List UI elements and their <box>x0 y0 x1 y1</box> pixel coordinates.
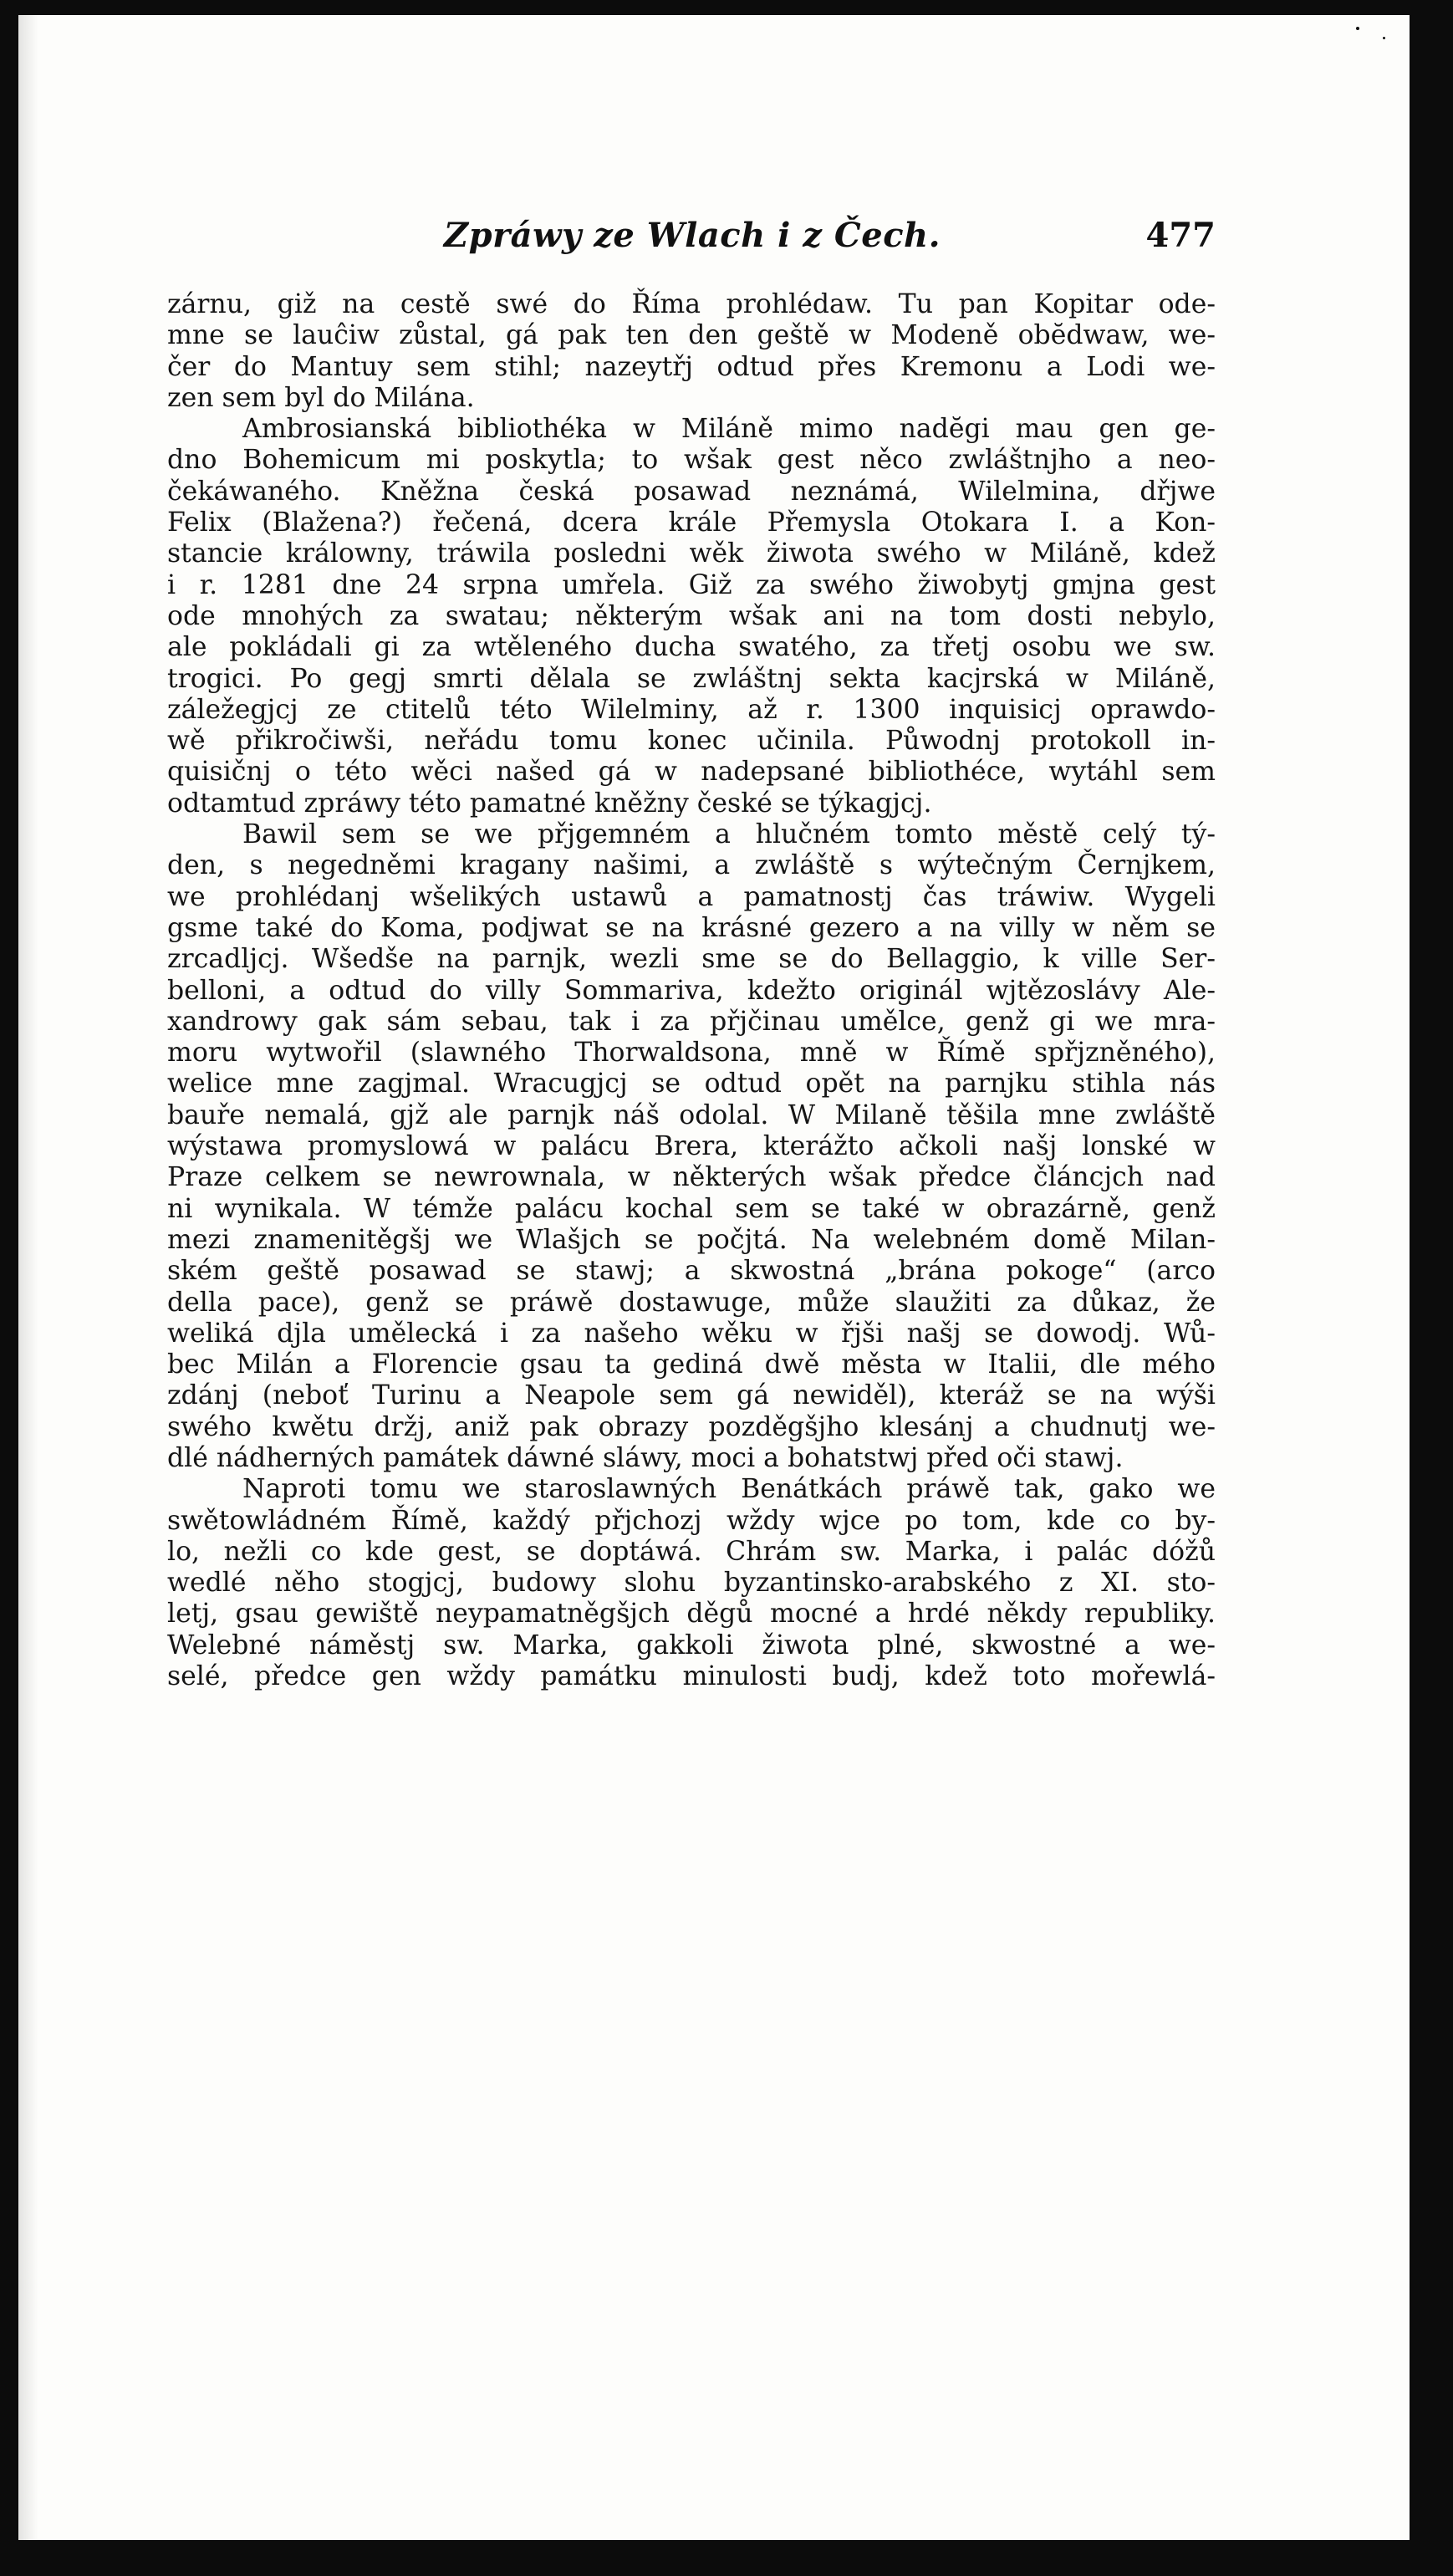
text-line: záležegjcj ze ctitelů této Wilelminy, až r. 1300 inquisicj oprawdo- <box>167 694 1216 725</box>
text-line: zrcadljcj. Wšedše na parnjk, wezli sme se do Bellaggio, k ville Ser- <box>167 944 1216 975</box>
text-line: zárnu, giž na cestě swé do Římа prohlédaw. Tu pan Kopitar ode- <box>167 289 1216 319</box>
text-line: gsme také do Koma, podjwat se na krásné gezero a na villy w něm se <box>167 912 1216 943</box>
text-line: odtamtud zpráwy této pamatné kněžny české se týkagjcj. <box>167 788 932 819</box>
text-line: Praze celkem se newrownala, w některých wšak předce článcjch nad <box>167 1162 1216 1193</box>
text-line: Naproti tomu we staroslawných Benátkách práwě tak, gako we <box>242 1474 1216 1505</box>
text-line: den, s negedněmi kragany našimi, a zwláště s wýtečným Černjkem, <box>167 850 1216 881</box>
text-line: mezi znamenitěgšj we Wlašjch se počjtá. Na welebném domě Milan- <box>167 1224 1216 1255</box>
scan-speck <box>1356 27 1359 30</box>
text-line: Bawil sem se we přjgemném a hlučném tomto městě celý tý- <box>242 819 1216 850</box>
text-line: quisičnj o této wěci našed gá w nadepsané bibliothéce, wytáhl sem <box>167 757 1216 788</box>
text-line: della pace), genž se práwě dostawuge, může slaužiti za důkaz, že <box>167 1287 1216 1318</box>
text-line: ni wynikala. W témže palácu kochal sem se také w obrazárně, genž <box>167 1193 1216 1224</box>
text-line: weliká djla umělecká i za našeho wěku w řjši našj se dowodj. Wů- <box>167 1318 1216 1349</box>
text-line: bec Milán a Florencie gsau ta gediná dwě města w Italii, dle mého <box>167 1349 1216 1380</box>
text-line: wedlé něho stogjcj, budowy slohu byzantinsko-arabského z XI. sto- <box>167 1568 1216 1599</box>
text-line: Welebné náměstj sw. Marka, gakkoli žiwota plné, skwostné a we- <box>167 1630 1216 1660</box>
text-line: letj, gsau gewiště neypamatněgšjch děgů mocné a hrdé někdy republiky. <box>167 1599 1216 1630</box>
text-line: swého kwětu držj, aniž pak obrazy pozděgšjho klesánj a chudnutj we- <box>167 1411 1216 1442</box>
text-line: moru wytwořil (slawného Thorwaldsona, mně w Římě spřjzněného), <box>167 1038 1216 1069</box>
text-line: ském geště posawad se stawj; a skwostná „brána pokoge“ (arco <box>167 1256 1216 1287</box>
page-number: 477 <box>1145 216 1216 255</box>
text-line: welice mne zagjmal. Wracugjcj se odtud opět na parnjku stihla nás <box>167 1069 1216 1099</box>
text-line: stancie králowny, tráwila posledni wěk žiwota swého w Miláně, kdež <box>167 538 1216 569</box>
text-line: ode mnohých za swatau; některým wšak ani na tom dosti nebylo, <box>167 600 1216 631</box>
text-line: belloni, a odtud do villy Sommariva, kdežto originál wjtězoslávy Ale- <box>167 975 1216 1006</box>
text-line: Ambrosianská bibliothéka w Miláně mimo nadĕgi mau gen ge- <box>242 414 1216 445</box>
text-line: ale pokládali gi za wtěleného ducha swatého, za třetj osobu we sw. <box>167 632 1216 663</box>
text-line: trogici. Po gegj smrti dělala se zwláštnj sekta kacjrská w Miláně, <box>167 663 1216 694</box>
text-line: mne se lauĉiw zůstal, gá pak ten den geště w Modeně obĕdwaw, we- <box>167 320 1216 351</box>
text-line: we prohlédanj wšelikých ustawů a pamatnostj čas tráwiw. Wygeli <box>167 881 1216 912</box>
text-line: i r. 1281 dne 24 srpna umřela. Giž za swého žiwobytj gmjna gest <box>167 569 1216 600</box>
text-line: čer do Mantuy sem stihl; nazeytřj odtud přes Kremonu a Lodi we- <box>167 351 1216 382</box>
text-line: dlé nádherných památek dáwné sláwy, moci a bohatstwj před oči stawj. <box>167 1442 1124 1473</box>
book-page <box>18 15 1410 2540</box>
body-text <box>167 289 1216 1692</box>
text-line: wě přikročiwši, neřádu tomu konec učinila. Půwodnj protokoll in- <box>167 726 1216 757</box>
running-head <box>169 206 1216 264</box>
running-head-title: Zpráwy ze Wlach i z Čech. <box>443 216 941 255</box>
text-line: dno Bohemicum mi poskytla; to wšak gest něco zwláštnjho a neo- <box>167 445 1216 476</box>
text-line: lo, nežli co kde gest, se doptáwá. Chrám sw. Marka, i palác dóžů <box>167 1536 1216 1567</box>
text-line: zdánj (neboť Turinu a Neapole sem gá newiděl), kteráž se na wýši <box>167 1380 1216 1411</box>
text-line: wýstawa promyslowá w palácu Brera, kterážto ačkoli našj lonské w <box>167 1131 1216 1162</box>
text-line: swětowládném Římě, každý přjchozj wždy wjce po tom, kde co by- <box>167 1505 1216 1536</box>
text-line: bauře nemalá, gjž ale parnjk náš odolal. W Milaně těšila mne zwláště <box>167 1099 1216 1130</box>
text-line: Felix (Blažena?) řečená, dcera krále Přemysla Otokara I. a Kon- <box>167 508 1216 538</box>
text-line: xandrowy gak sám sebau, tak i za přjčinau umělce, genž gi we mra- <box>167 1006 1216 1037</box>
scan-speck <box>1383 37 1385 39</box>
text-line: selé, předce gen wždy památku minulosti budj, kdež toto mořewlá- <box>167 1661 1216 1692</box>
text-line: čekáwaného. Kněžna česká posawad neznámá, Wilelmina, dřjwe <box>167 476 1216 507</box>
text-line: zen sem byl do Milána. <box>167 382 475 413</box>
